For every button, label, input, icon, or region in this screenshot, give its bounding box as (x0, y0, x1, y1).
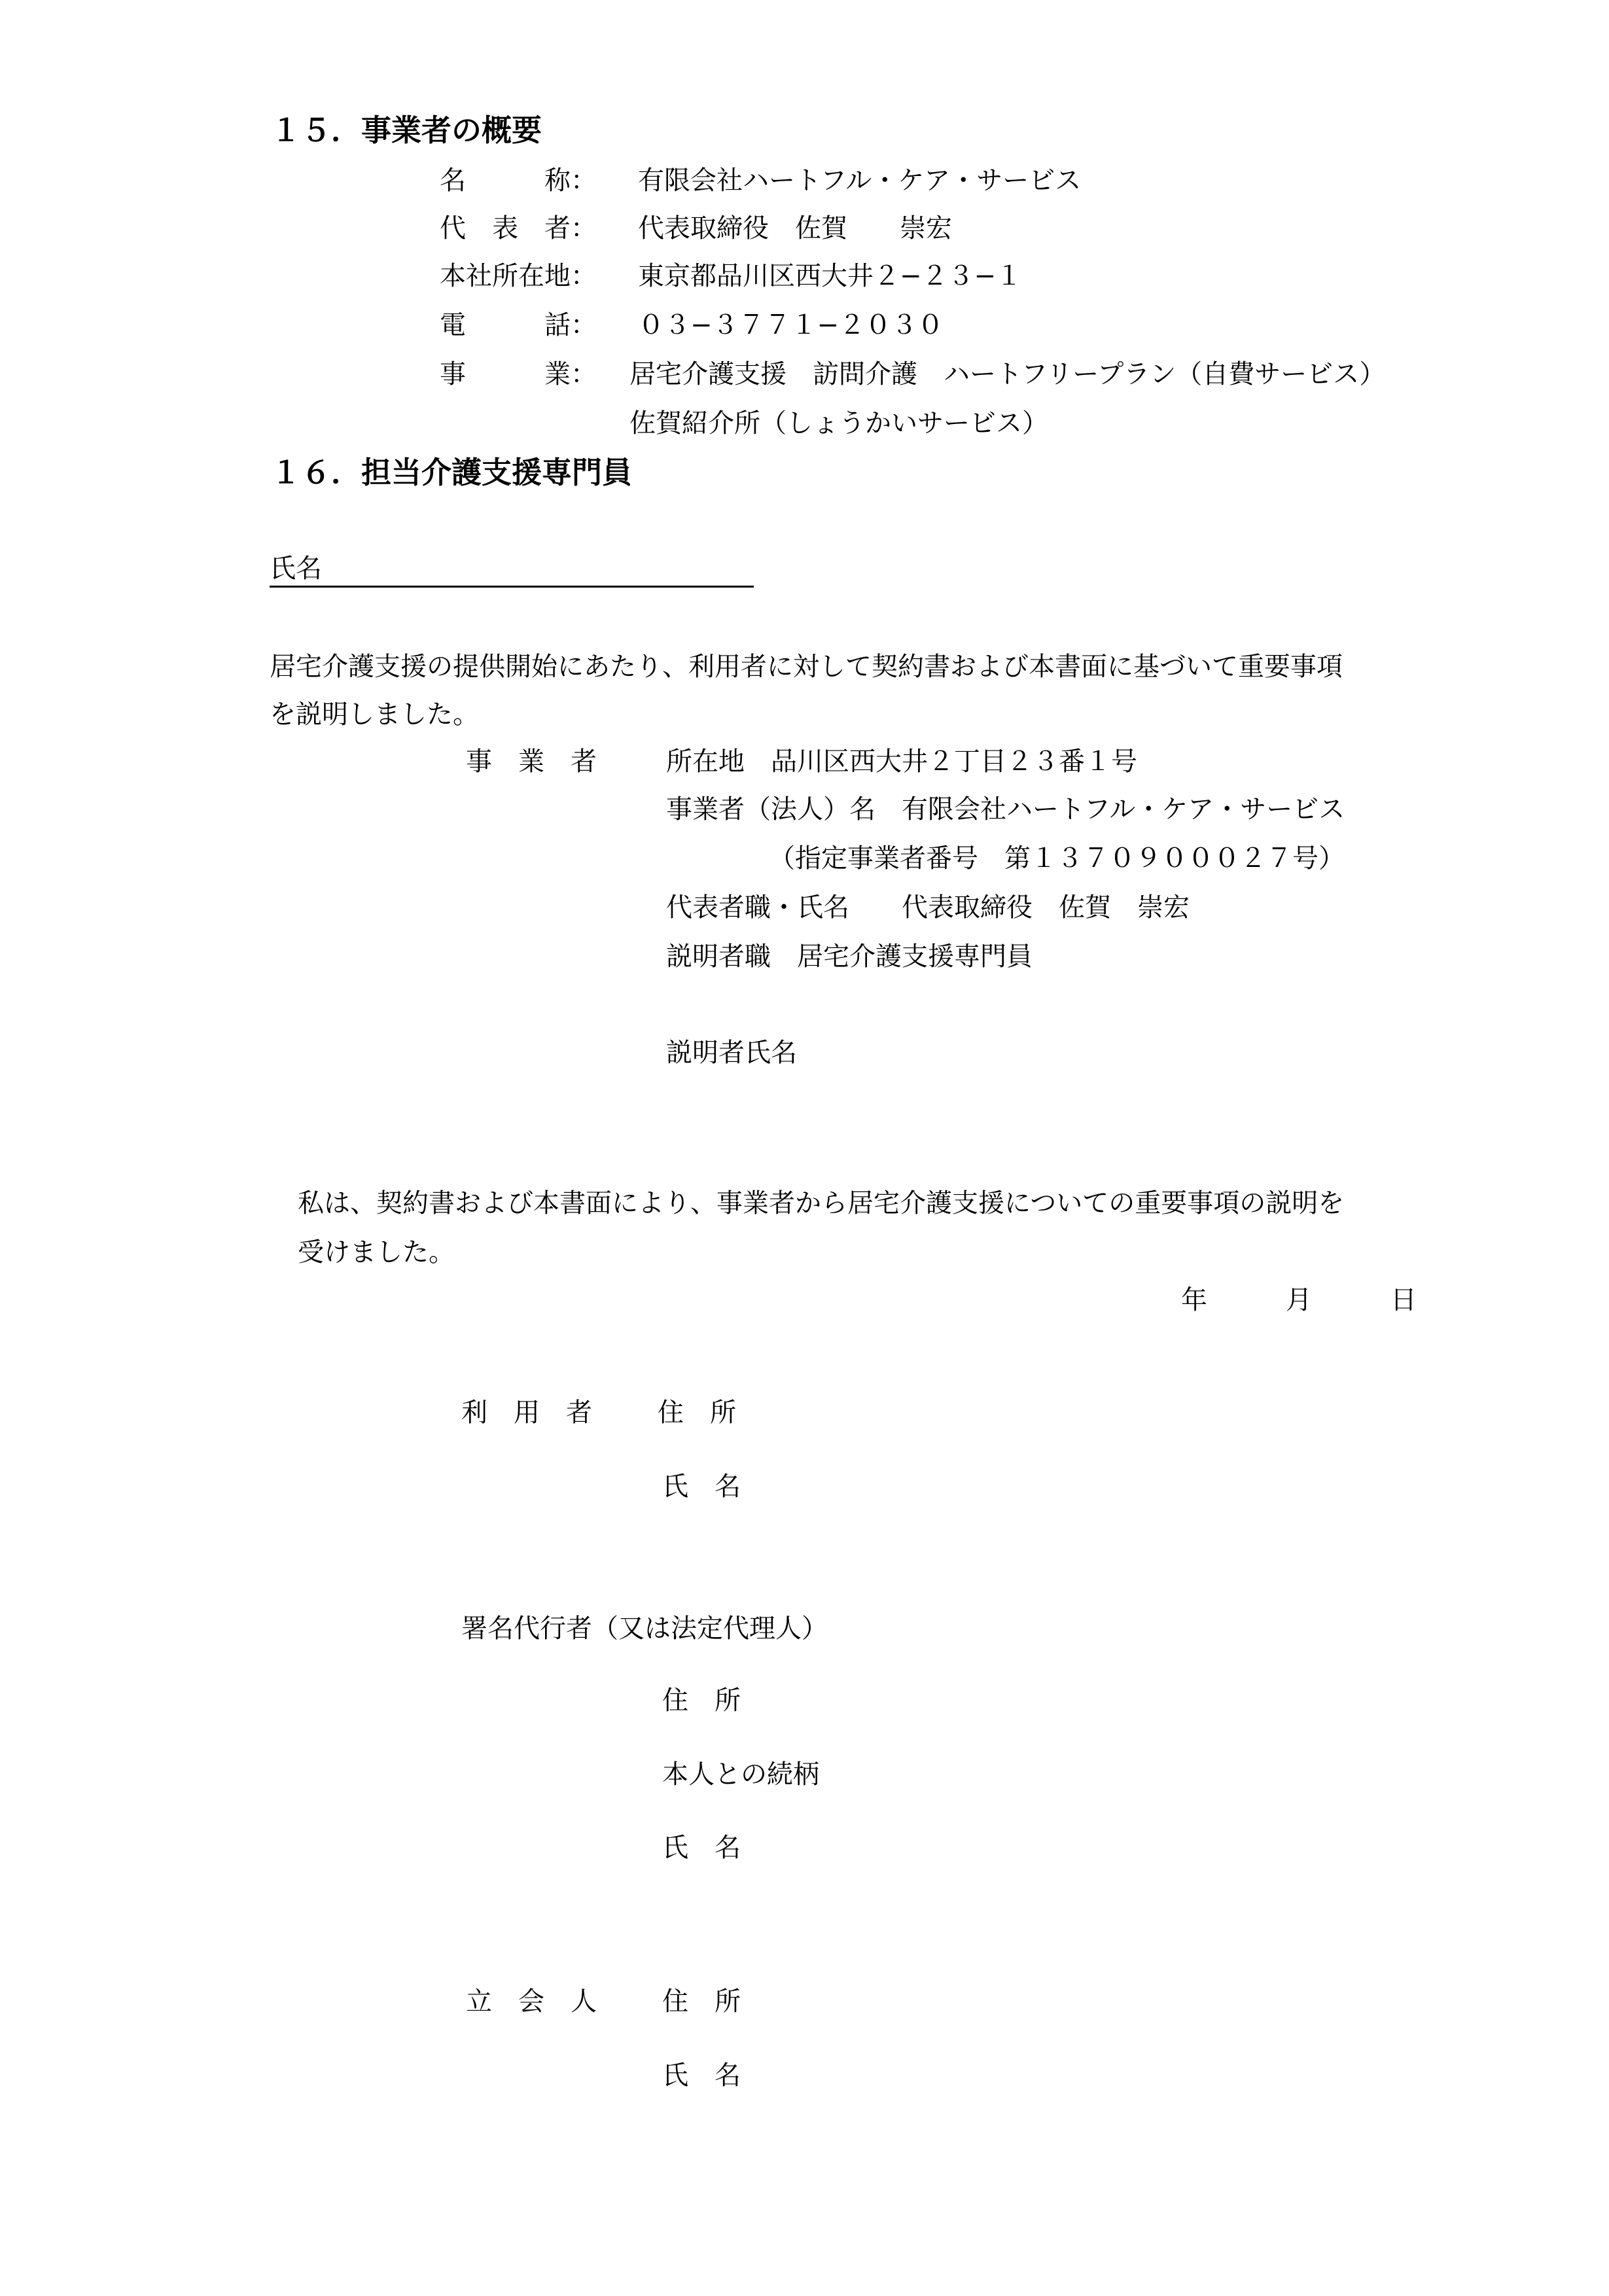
provider-corp-name: 事業者（法人）名 有限会社ハートフル・ケア・サービス (666, 794, 1345, 824)
acknowledgment-line-2: 受けました。 (298, 1237, 455, 1267)
company-name-label: 名 称： (440, 166, 597, 196)
phone-value: ０３−３７７１−２０３０ (638, 310, 944, 340)
representative-label: 代 表 者： (440, 213, 597, 243)
business-label: 事 業： (440, 359, 597, 389)
hq-address-value: 東京都品川区西大井２−２３−１ (638, 261, 1023, 291)
section-15-heading: １５．事業者の概要 (271, 113, 542, 148)
witness-name-label: 氏 名 (662, 2060, 741, 2091)
section-16-heading: １６．担当介護支援専門員 (271, 455, 632, 490)
user-name-label: 氏 名 (662, 1472, 741, 1502)
company-name-value: 有限会社ハートフル・ケア・サービス (638, 166, 1082, 196)
provider-representative: 代表者職・氏名 代表取締役 佐賀 崇宏 (666, 892, 1190, 923)
user-address-label: 住 所 (658, 1398, 736, 1428)
hq-address-label: 本社所在地： (440, 261, 597, 291)
business-value: 居宅介護支援 訪問介護 ハートフリープラン（自費サービス） (629, 359, 1386, 389)
user-label: 利 用 者 (461, 1398, 592, 1428)
acknowledgment-line-1: 私は、契約書および本書面により、事業者から居宅介護支援についての重要事項の説明を (298, 1188, 1345, 1218)
proxy-address-label: 住 所 (662, 1686, 741, 1716)
proxy-label: 署名代行者（又は法定代理人） (461, 1614, 828, 1644)
representative-value: 代表取締役 佐賀 崇宏 (638, 213, 952, 243)
business-value-cont: 佐賀紹介所（しょうかいサービス） (629, 408, 1048, 438)
care-manager-name-line[interactable] (270, 586, 754, 588)
provider-designation-number: （指定事業者番号 第１３７０９０００２７号） (769, 843, 1345, 874)
provider-address: 所在地 品川区西大井２丁目２３番１号 (666, 747, 1137, 777)
phone-label: 電 話： (440, 310, 597, 340)
explainer-name-label: 説明者氏名 (666, 1038, 797, 1068)
explainer-title: 説明者職 居宅介護支援専門員 (666, 942, 1033, 972)
proxy-name-label: 氏 名 (662, 1833, 741, 1863)
date-field[interactable]: 年 月 日 (1181, 1285, 1417, 1315)
provider-label: 事 業 者 (466, 747, 597, 777)
statement-line-1: 居宅介護支援の提供開始にあたり、利用者に対して契約書および本書面に基づいて重要事項 (270, 652, 1343, 682)
statement-line-2: を説明しました。 (270, 699, 479, 730)
proxy-relation-label: 本人との続柄 (662, 1759, 819, 1790)
witness-address-label: 住 所 (662, 1987, 741, 2017)
witness-label: 立 会 人 (466, 1987, 597, 2017)
care-manager-name-label: 氏名 (270, 554, 322, 584)
